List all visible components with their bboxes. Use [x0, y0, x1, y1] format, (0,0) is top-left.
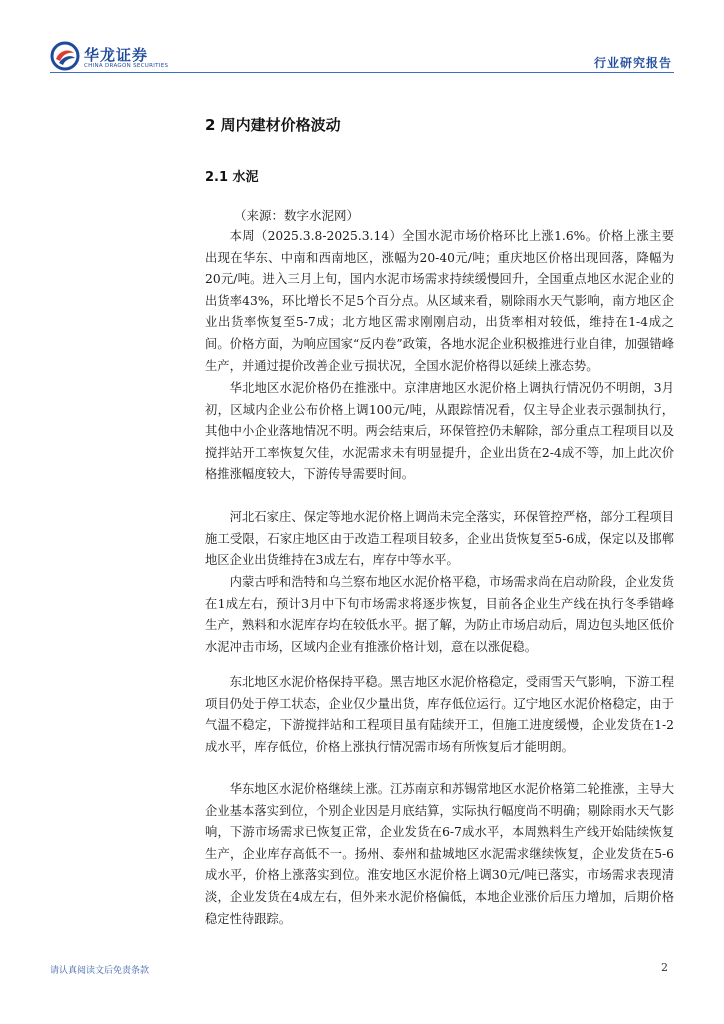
logo-text-en: CHINA DRAGON SECURITIES	[84, 63, 169, 69]
report-type-label: 行业研究报告	[593, 56, 672, 70]
header-divider	[50, 72, 674, 73]
subsection-heading: 2.1 水泥	[205, 170, 259, 185]
logo-text-cn: 华龙证券	[84, 46, 149, 64]
paragraph: 河北石家庄、保定等地水泥价格上调尚未完全落实，环保管控严格，部分工程项目施工受限，石家庄地区由于改造工程项目较多，企业出货恢复至5-6成，保定以及邯郸地区企业出货维持在3成左右，库存中等水平。	[205, 510, 674, 568]
section-heading: 2 周内建材价格波动	[205, 116, 341, 134]
paragraph-block	[205, 779, 674, 930]
paragraph: 东北地区水泥价格保持平稳。黑吉地区水泥价格稳定，受雨雪天气影响，下游工程项目仍处于停工状态，企业仅少量出货，库存低位运行。辽宁地区水泥价格稳定，由于气温不稳定，下游搅拌站和工程项目虽有陆续开工，但施工进度缓慢，企业发货在1-2成水平，库存低位，价格上涨执行情况需市场有所恢复后才能明朗。	[205, 675, 674, 754]
source-note: （来源：数字水泥网）	[234, 208, 360, 223]
company-logo	[50, 41, 200, 73]
page-number: 2	[661, 961, 668, 974]
logo-emblem-icon	[50, 41, 80, 71]
paragraph-block	[205, 672, 674, 758]
paragraph-block	[205, 507, 674, 572]
paragraph: 本周（2025.3.8-2025.3.14）全国水泥市场价格环比上涨1.6%。价格上涨主要出现在华东、中南和西南地区，涨幅为20-40元/吨；重庆地区价格出现回落，降幅为20元/吨。进入三月上旬，国内水泥市场需求持续缓慢回升，全国重点地区水泥企业的出货率43%，环比增长不足5个百分点。从区域来看，剔除雨水天气影响，南方地区企业出货率恢复至5-7成；北方地区需求刚刚启动，出货率相对较低，维持在1-4成之间。价格方面，为响应国家“反内卷”政策，各地水泥企业积极推进行业自律，加强错峰生产，并通过提价改善企业亏损状况，全国水泥价格得以延续上涨态势。	[205, 229, 674, 373]
footer-disclaimer: 请认真阅读文后免责条款	[50, 966, 150, 976]
paragraph: 内蒙古呼和浩特和乌兰察布地区水泥价格平稳，市场需求尚在启动阶段，企业发货在1成左右，预计3月中下旬市场需求将逐步恢复，目前各企业生产线在执行冬季错峰生产，熟料和水泥库存均在较低水平。据了解，为防止市场启动后，周边包头地区低价水泥冲击市场，区域内企业有推涨价格计划，意在以涨促稳。	[205, 575, 674, 654]
paragraph: 华东地区水泥价格继续上涨。江苏南京和苏锡常地区水泥价格第二轮推涨，主导大企业基本落实到位，个别企业因是月底结算，实际执行幅度尚不明确；剔除雨水天气影响，下游市场需求已恢复正常，企业发货在6-7成水平，本周熟料生产线开始陆续恢复生产，企业库存高低不一。扬州、泰州和盐城地区水泥需求继续恢复，企业发货在5-6成水平，价格上涨落实到位。淮安地区水泥价格上调30元/吨已落实，市场需求表现清淡，企业发货在4成左右，但外来水泥价格偏低，本地企业涨价后压力增加，后期价格稳定性待跟踪。	[205, 782, 674, 926]
paragraph-block	[205, 226, 674, 377]
paragraph-block	[205, 572, 674, 658]
paragraph-block	[205, 378, 674, 486]
page-header	[0, 0, 724, 80]
paragraph: 华北地区水泥价格仍在推涨中。京津唐地区水泥价格上调执行情况仍不明朗，3月初，区域内企业公布价格上调100元/吨，从跟踪情况看，仅主导企业表示强制执行，其他中小企业落地情况不明。两会结束后，环保管控仍未解除，部分重点工程项目以及搅拌站开工率恢复欠佳，水泥需求未有明显提升，企业出货在2-4成不等，加上此次价格推涨幅度较大，下游传导需要时间。	[205, 381, 674, 482]
